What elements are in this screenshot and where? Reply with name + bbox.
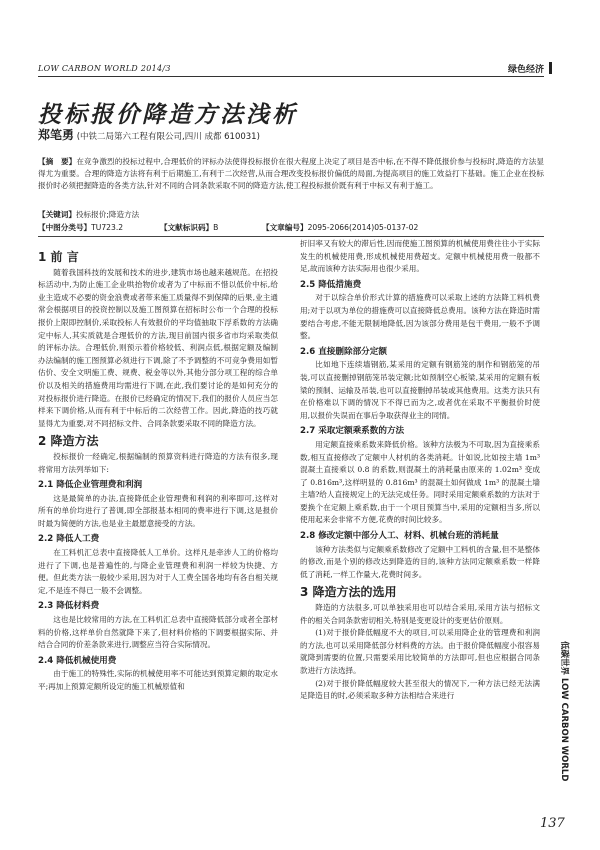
journal-name: LOW CARBON WORLD 2014/3 — [38, 64, 171, 73]
paragraph: 用定额直接乘系数来降低价格。该种方法极为不可取,因为直接乘系数,相互直接修改了定额中人材机的各类消耗。计如说,比如按主墙 1m³ 混凝土直接乘以 0.8 的系数,则混凝土的消耗量由原来的 1.02m³ 变成了 0.816m³,这样明显的 0.816m³ 的混凝土如何做成 1m³ 的混凝土墙主墙?给人直接规定上的无法完成任务。同时采用定额乘系数的方法对于要换个在定额上乘系数,由于一个项目预算当中,采用的定额相当多,所以使用起来会非常不方便,花费的时间比较多。 — [300, 439, 540, 525]
paragraph: 这是最简单的办法,直接降低企业管理费和利润的利率即可,这样对所有的单价均进行了普调,即全部报基本相同的费率进行下调,这是报价时最为简便的方法,也是业主最愿意接受的方法。 — [38, 493, 278, 528]
author-name: 郑笔勇 — [38, 128, 75, 142]
author-affiliation: (中铁二局第六工程有限公司,四川 成都 610031) — [76, 132, 260, 142]
abstract — [38, 156, 544, 193]
clc-value: TU723.2 — [91, 223, 124, 232]
keywords — [38, 209, 139, 220]
clc-number — [38, 222, 123, 233]
section-heading: 1 前 言 — [38, 250, 79, 264]
journal-sideband — [554, 640, 568, 820]
keywords-label: 【关键词】 — [38, 210, 76, 219]
sideband-text: 低碳世界 LOW CARBON WORLD — [559, 641, 569, 782]
section-name: 绿色经济 — [507, 65, 544, 75]
paragraph: 折旧率又有较大的滞后性,因而使施工图预算的机械使用费往往小于实际发生的机械使用费,形成机械使用费超支。定额中机械使用费一般都不足,故而该种方法实际用也很少采用。 — [300, 239, 540, 274]
paragraph: 在工料机汇总表中直接降低人工单价。这样凡是牵涉人工的价格均进行了下调,也是普遍性的,与降企业管理费和利润一样较为快捷、方便。但此类方法一般较少采用,因为对于人工费全国各地均有各自相关规定,不是连不得已一般不会调整。 — [38, 548, 278, 595]
subsection-heading: 2.2 降低人工费 — [38, 534, 100, 545]
section-heading: 3 降造方法的选用 — [300, 585, 397, 600]
header-rule — [38, 76, 544, 77]
paragraph: 对于以综合单价形式计算的措施费可以采取上述的方法降工料机费用;对于以项为单位的措施费可以直接降低总费用。该种方法在降造时需要结合考虑,不能无限制地降低,因为该部分费用是包干费用,一般不予调整。 — [300, 293, 540, 341]
keywords-text: 投标报价;降造方法 — [75, 210, 140, 219]
paragraph: (2)对于报价降低幅度较大甚至很大的情况下,一种方法已经无法满足降造目的时,必须采取多种方法相结合来进行 — [300, 678, 540, 701]
page-number: 137 — [540, 816, 565, 831]
subsection-heading: 2.3 降低材料费 — [38, 601, 100, 612]
doc-value: B — [213, 223, 219, 232]
header-bar — [549, 62, 552, 74]
clc-label: 【中图分类号】 — [38, 223, 92, 232]
doc-code — [160, 222, 218, 233]
paragraph: 该种方法类似与定额乘系数修改了定额中工料机的含量,但不是整体的修改,而是个别的修改达到降造的目的,该种方法同定额乘系数一样降低了消耗,一样工作量大,花费时间多。 — [300, 544, 540, 579]
abstract-text: 在竞争激烈的投标过程中,合理低价的评标办法使得投标报价在很大程度上决定了项目是否中标,在不得不降低报价参与投标时,降造的方法显得尤为重要。合理的降造方法将有利于后期施工,有利于二次经营,从而合理改变投标报价偏低的局面,为提高项目的施工效益打下基础。施工企业在投标报价时必须把握降造的各类方法,针对不同的合同条款采取不同的降造方法,使工程投标报价既有利于中标又有利于施工。 — [38, 157, 545, 191]
subsection-heading: 2.4 降低机械使用费 — [38, 655, 117, 666]
subsection-heading: 2.7 采取定额乘系数的方法 — [300, 426, 405, 437]
subsection-heading: 2.5 降低措施费 — [300, 279, 362, 290]
subsection-heading: 2.1 降低企业管理费和利润 — [38, 480, 143, 491]
article-label: 【文章编号】 — [262, 223, 308, 232]
paragraph: 随着我国科技的发展和技术的进步,建筑市场也越来越规范。在招投标活动中,为防止施工企业哄抬物价或者为了中标而不惜以低价中标,给业主造成不必要的资金浪费或者带来施工质量得不到保障的后果,业主通常会根据项目的投资控制以及施工图预算在招标时公布一个合理的投标报价上限即控制价,采取投标人有效报价的平均值抽取下浮系数的方法确定中标人,其实质就是合理低价的方法,现目前国内很多省市均采取类似的评标办法。合理低价,则预示着价格较低、利润点低,根据定额及编制办法编制的施工图预算必须进行下调,除了不予调整的不可竞争费用如暂估价、安全文明施工费、规费、税金等以外,其他分部分项工程的综合单价以及相关的措施费用均需进行下调,在此,我们要讨论的是如何充分的对投标报价进行降造。在报价已经确定的情况下,我们的报价人员应当怎样来下调价格,从而有利于中标后的二次经营工作。因此,降造的技巧就显得尤为重要,对不同招标文件、合同条款要采取不同的降造方法。 — [38, 267, 278, 428]
abstract-label: 【摘 要】 — [38, 157, 77, 166]
running-header — [38, 62, 544, 76]
doc-label: 【文献标识码】 — [160, 223, 214, 232]
paragraph: 投标报价一经确定,根据编制的预算资料进行降造的方法有很多,现将常用方法列举如下: — [38, 451, 278, 474]
subsection-heading: 2.6 直接删除部分定额 — [300, 346, 387, 357]
article-title: 投标报价降造方法浅析 — [38, 101, 298, 128]
article-value: 2095-2066(2014)05-0137-02 — [307, 223, 419, 232]
paragraph: 由于施工的特殊性,实际的机械使用率不可能达到预算定额的取定水平;再加上预算定额所设定的施工机械原值和 — [38, 669, 278, 691]
meta-rule — [38, 236, 544, 237]
article-number — [262, 222, 418, 233]
paragraph: (1)对于报价降低幅度不大的项目,可以采用降企业的管理费和利润的方法,也可以采用降低部分材料费的方法。由于报价降低幅度小很容易就降到需要的位置,只需要采用比较简单的方法即可,但也应根据合同条款进行方法选择。 — [300, 628, 540, 675]
right-column — [300, 238, 540, 703]
paragraph: 降造的方法很多,可以单独采用也可以结合采用,采用方法与招标文件的相关合同条款密切相关,特别是变更设计的变更估价原则。 — [300, 603, 540, 625]
author-line — [38, 126, 260, 143]
section-heading: 2 降造方法 — [38, 434, 99, 449]
left-column — [38, 246, 278, 694]
paragraph: 比如地下连续墙钢筋,某采用的定额有钢筋笼的制作和钢筋笼的吊装,可以直接删掉钢筋笼吊装定额;比如预制空心板梁,某采用的定额有板梁的预制、运输及吊装,也可以直接删掉吊装或其他费用。这类方法只有在价格难以下调的情况下不得已而为之,或者优在采取不平衡报价时使用,以报价失误而在事后争取获得业主的同情。 — [300, 360, 540, 420]
subsection-heading: 2.8 修改定额中部分人工、材料、机械台班的消耗量 — [300, 531, 499, 542]
paragraph: 这也是比较常用的方法,在工料机汇总表中直接降低部分或者全部材料的价格,这样单价自然就降下来了,但材料价格的下调要根据实际、并结合合同的价差条款来进行,调整应当符合实际情况。 — [38, 615, 278, 650]
